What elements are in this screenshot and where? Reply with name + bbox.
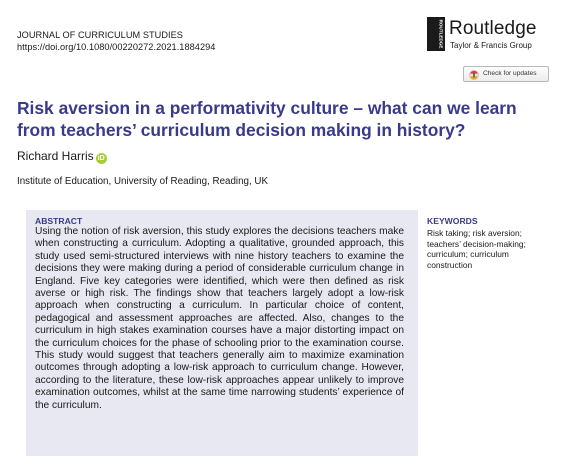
keywords-heading: KEYWORDS [427,216,478,226]
routledge-logo [427,17,551,51]
routledge-vertical-mark: ROUTLEDGE [438,19,444,49]
check-for-updates-button[interactable] [463,66,549,82]
routledge-logo-mark [427,17,445,51]
publisher-name: Routledge [449,18,537,39]
author-name[interactable]: Richard Harris [17,149,94,163]
publisher-subtitle: Taylor & Francis Group [450,41,532,50]
author-affiliation: Institute of Education, University of Reading, Reading, UK [17,176,269,187]
article-title: Risk aversion in a performativity culture – what can we learn from teachers’ curriculum decision making in history? [17,98,517,140]
keywords-list: Risk taking; risk aversion; teachers’ decision-making; curriculum; curriculum construction [427,228,526,270]
orcid-icon[interactable]: iD [97,155,105,162]
author-line [17,149,107,164]
doi-link[interactable]: https://doi.org/10.1080/00220272.2021.1884294 [17,42,216,52]
journal-name: JOURNAL OF CURRICULUM STUDIES [17,30,183,40]
check-for-updates-label: Check for updates [483,70,537,77]
abstract-text: Using the notion of risk aversion, this study explores the decisions teachers make when constructing a curriculum. Adopting a qualitative, grounded approach, this study used semi-structured interviews with nine history teachers to examine the decisions they were making during a period of considerable curriculum change in England. Five key categories were identified, which were then defined as risk averse or high risk. The findings show that teachers largely adopt a low-risk approach when constructing a curriculum. In particular choice of content, pedagogical and assessment approaches are affected. Also, changes to the curriculum in high stakes examination courses have a major distorting impact on the curriculum choices for the phase of schooling prior to the examination course. This study would suggest that teachers generally aim to maximize examination outcomes through adopting a low-risk approach to curriculum change. However, according to the literature, these low-risk approaches appear unlikely to improve examination outcomes, whilst at the same time narrowing students’ experience of the curriculum. [35,226,404,411]
journal-header [17,29,215,53]
abstract-heading: ABSTRACT [35,216,83,226]
check-for-updates-icon [469,70,479,80]
